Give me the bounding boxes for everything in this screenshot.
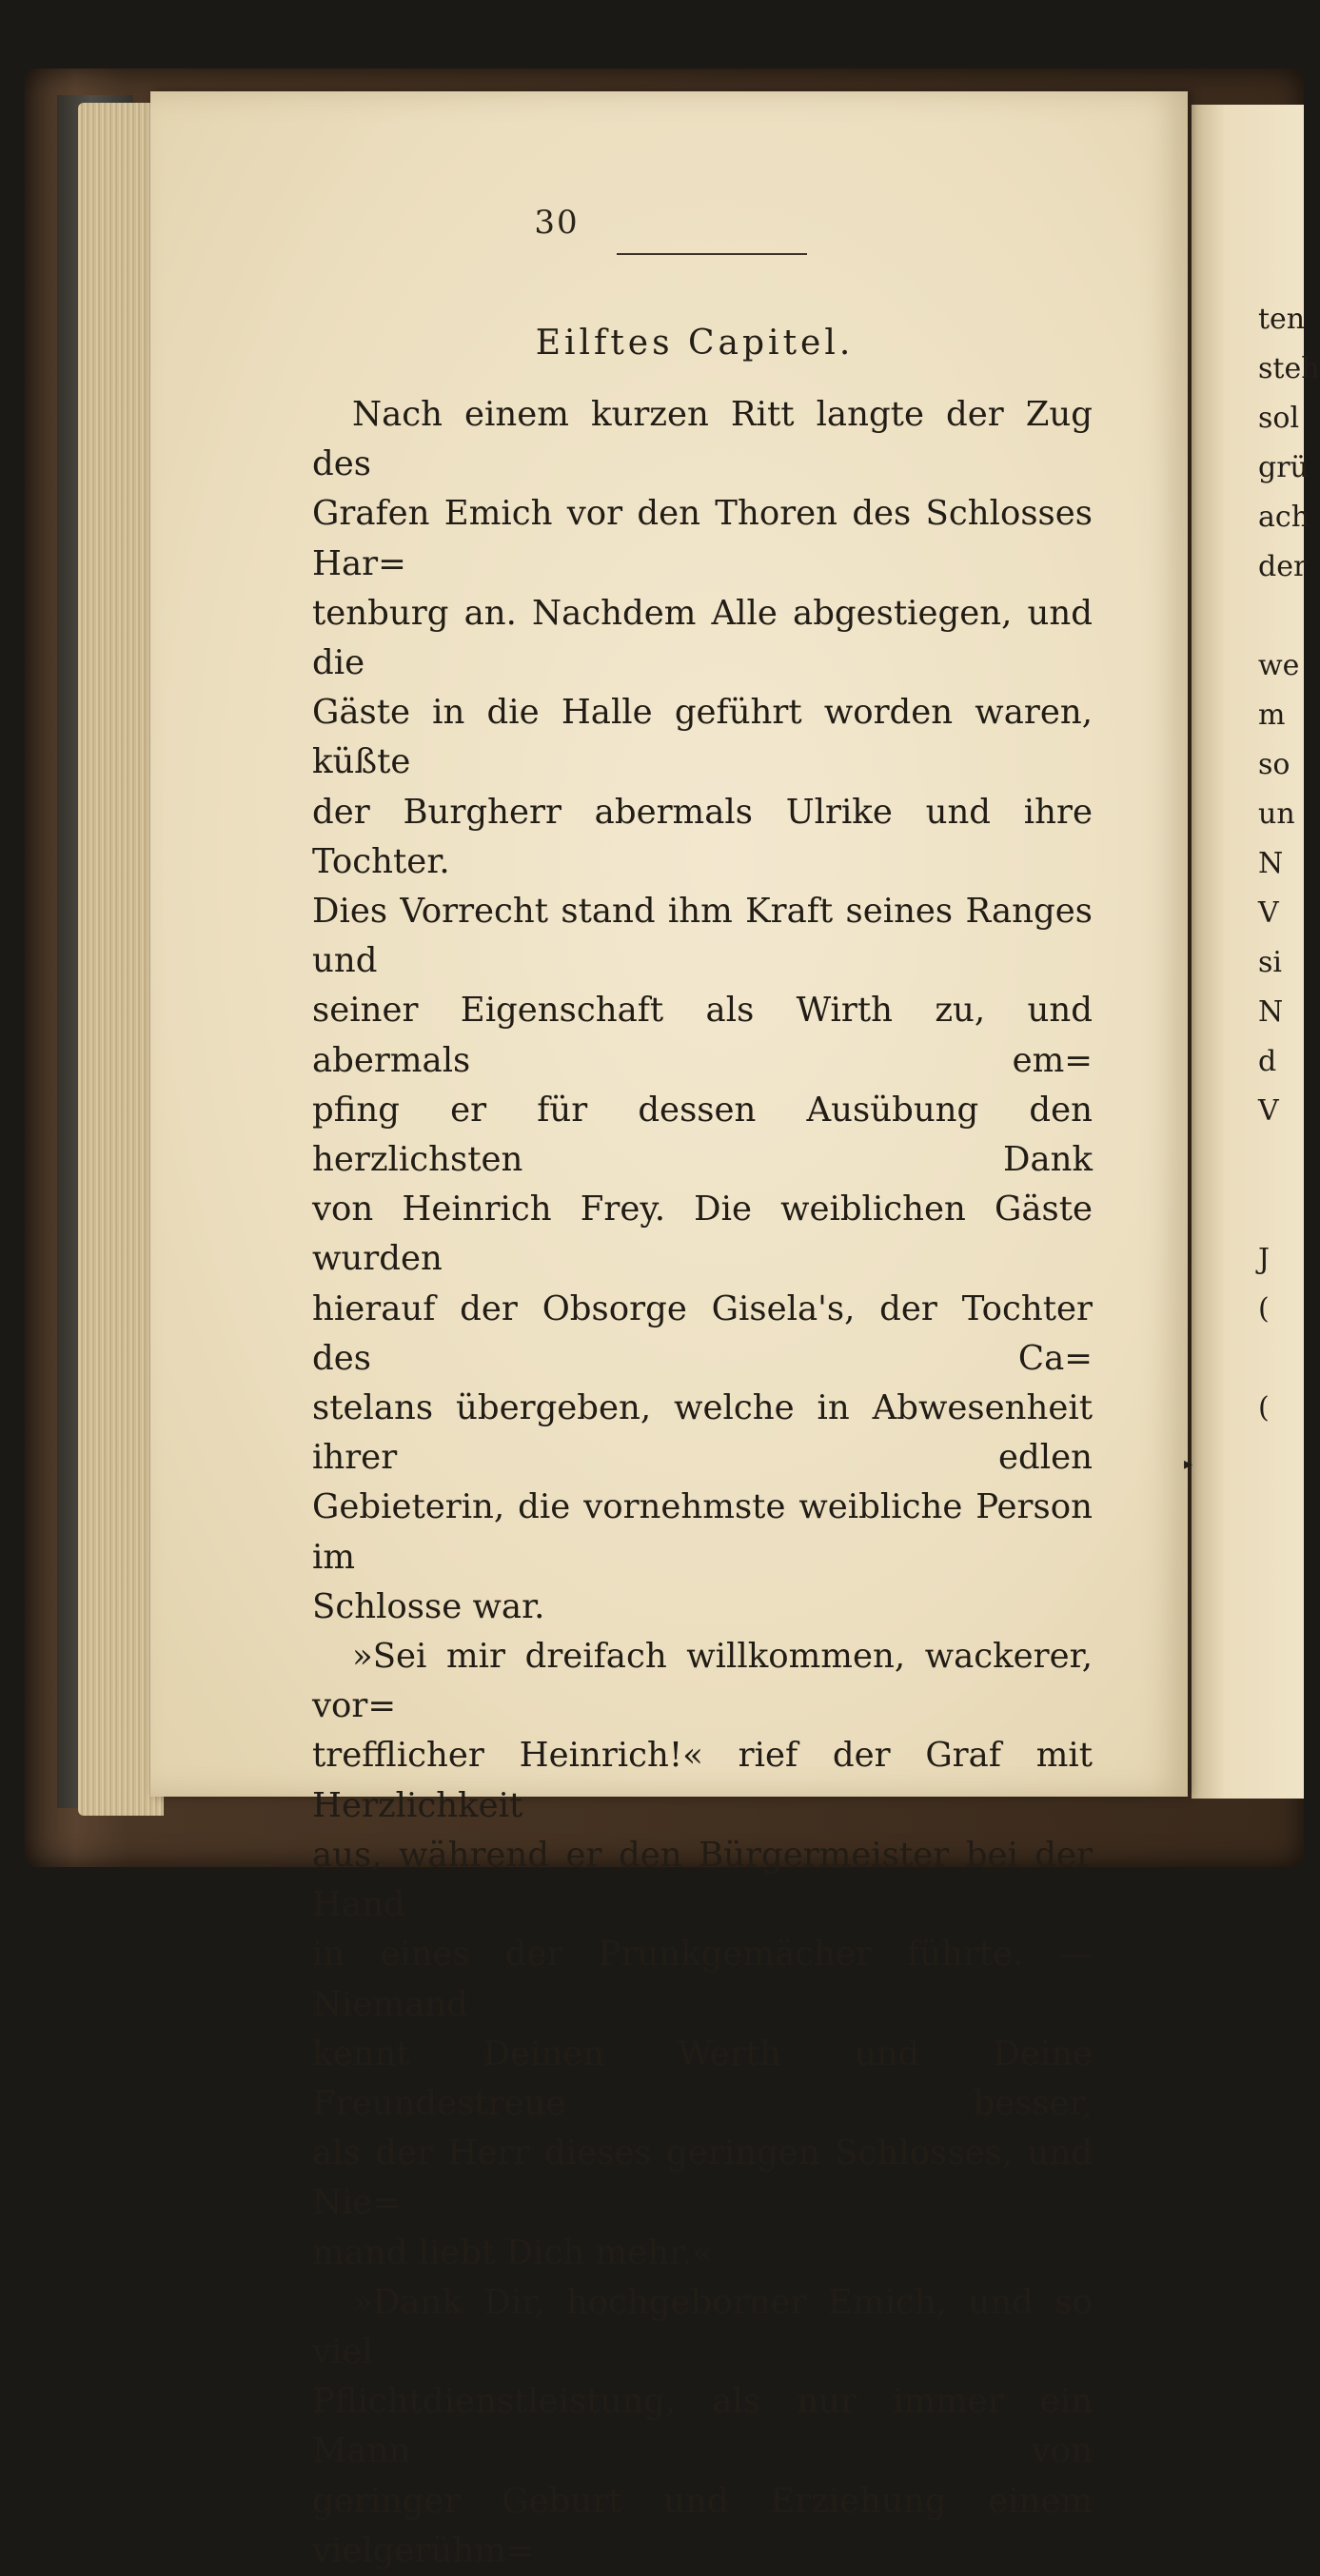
fragment: si <box>1258 946 1282 979</box>
fragment: un <box>1258 797 1295 831</box>
fragment: so <box>1258 748 1290 781</box>
adjacent-page-text <box>1258 295 1320 1433</box>
fragment: N <box>1258 847 1284 880</box>
text-line: kennt Deinen Werth und Deine Freundestreue besser, <box>312 2034 1093 2123</box>
text-line: Gebieterin, die vornehmste weibliche Person im <box>312 1487 1093 1577</box>
text-line: tenburg an. Nachdem Alle abgestiegen, und die <box>312 593 1093 683</box>
text-line: Grafen Emich vor den Thoren des Schlosses Har= <box>312 494 1093 583</box>
text-line: Schlosse war. <box>312 1586 545 1626</box>
text-line: »Sei mir dreifach willkommen, wackerer, vor= <box>312 1637 1093 1726</box>
fragment: d <box>1258 1045 1277 1078</box>
fragment: V <box>1258 896 1279 930</box>
fragment: der <box>1258 550 1308 583</box>
text-line: von Heinrich Frey. Die weiblichen Gäste wurden <box>312 1190 1093 1279</box>
text-line: geringer Geburt und Erziehung einem vielgerühm= <box>312 2481 1093 2570</box>
body-text <box>312 390 1093 2576</box>
fragment: we <box>1258 649 1300 682</box>
text-line: mand liebt Dich mehr.« <box>312 2232 714 2272</box>
fragment <box>1258 592 1304 641</box>
fragment: ach <box>1258 501 1310 534</box>
paragraph-1 <box>312 390 1093 1632</box>
paragraph-3 <box>312 2278 1093 2576</box>
text-line: als der Herr dieses geringen Schlosses, und Nie= <box>312 2134 1093 2223</box>
text-line: hierauf der Obsorge Gisela's, der Tochter des Ca= <box>312 1288 1093 1378</box>
header-rule <box>617 253 807 255</box>
fragment <box>1258 1186 1304 1235</box>
chapter-title: Eilftes Capitel. <box>535 324 855 363</box>
fragment: ten <box>1258 303 1306 336</box>
fragment <box>1258 1334 1304 1384</box>
fragment: V <box>1258 1094 1279 1128</box>
text-line: seiner Eigenschaft als Wirth zu, und abermals em= <box>312 991 1093 1080</box>
text-line: in eines der Prunkgemächer führte. — Niemand <box>312 1935 1093 2024</box>
text-line: Gäste in die Halle geführt worden waren, küßte <box>312 693 1093 782</box>
text-line: pfing er für dessen Ausübung den herzlichsten Dank <box>312 1090 1093 1180</box>
fragment: m <box>1258 698 1286 732</box>
text-line: aus, während er den Bürgermeister bei der Hand <box>312 1835 1093 1925</box>
fragment: ( <box>1258 1292 1270 1326</box>
text-line: der Burgherr abermals Ulrike und ihre Tochter. <box>312 792 1093 881</box>
text-line: trefflicher Heinrich!« rief der Graf mit Herzlichkeit <box>312 1736 1093 1825</box>
fragment: J <box>1258 1243 1271 1276</box>
fragment: sol <box>1258 402 1300 435</box>
paragraph-2 <box>312 1632 1093 2278</box>
text-line: stelans übergeben, welche in Abwesenheit ihrer edlen <box>312 1388 1093 1478</box>
fragment <box>1258 1136 1304 1186</box>
page-number: 30 <box>534 204 580 242</box>
text-line: Dies Vorrecht stand ihm Kraft seines Ranges und <box>312 892 1093 981</box>
fragment: steh <box>1258 352 1320 385</box>
text-line: Nach einem kurzen Ritt langte der Zug des <box>312 395 1093 484</box>
fragment: N <box>1258 995 1284 1029</box>
arrow-mark-icon: ▸ <box>1184 1454 1193 1474</box>
fragment: grü <box>1258 451 1309 484</box>
fragment: ( <box>1258 1391 1270 1425</box>
text-line: »Dank Dir, hochgeborner Emich, und so viel <box>312 2282 1093 2371</box>
text-line: Pflichtdienstleistung, als nur immer ein Mann von <box>312 2382 1093 2471</box>
